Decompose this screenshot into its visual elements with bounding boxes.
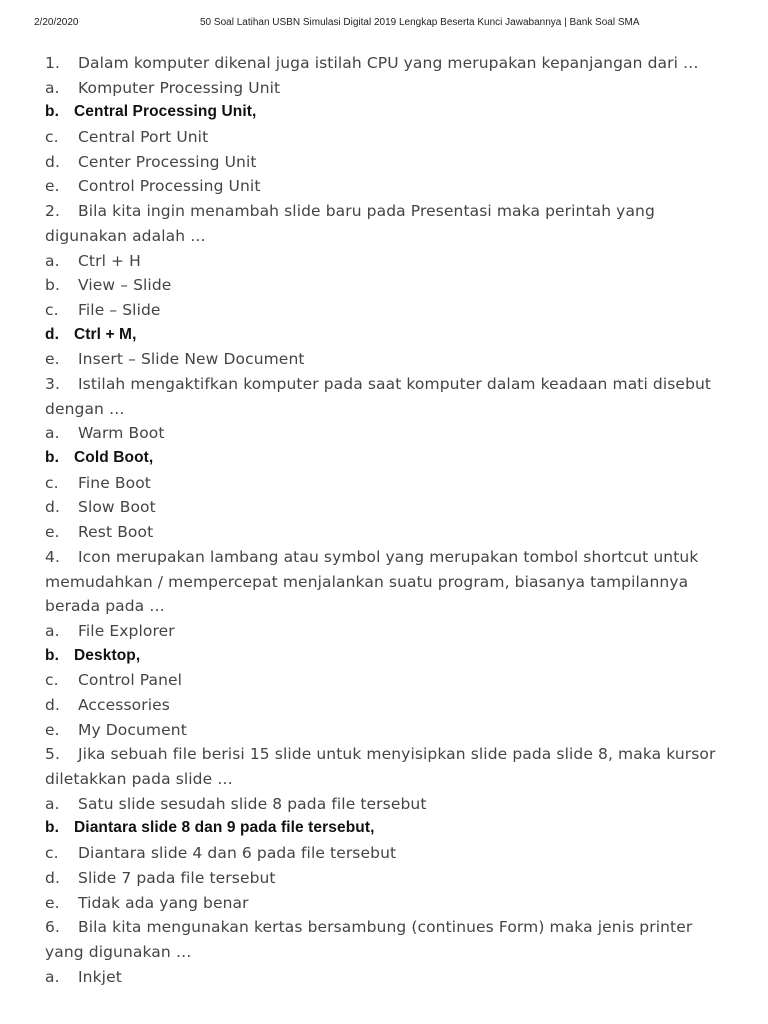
option-5e — [45, 891, 735, 916]
option-text: Slow Boot — [78, 498, 156, 517]
question-number: 4. — [45, 547, 60, 566]
question-number: 1. — [45, 54, 60, 72]
option-text: Rest Boot — [78, 523, 154, 542]
option-5a — [45, 792, 735, 817]
option-letter: a. — [45, 794, 60, 813]
option-1e — [45, 174, 735, 199]
option-text: Warm Boot — [78, 424, 165, 443]
page-title: 50 Soal Latihan USBN Simulasi Digital 2019 Lengkap Beserta Kunci Jawabannya | Bank Soal SMA — [200, 17, 640, 28]
question-text: Dalam komputer dikenal juga istilah CPU yang merupakan kepanjangan dari … — [78, 54, 699, 72]
question-text: Bila kita ingin menambah slide baru pada Presentasi maka perintah yang digunakan adalah … — [45, 202, 655, 245]
page-header — [34, 17, 748, 31]
question-text: Icon merupakan lambang atau symbol yang merupakan tombol shortcut untuk memudahkan / mempercepat menjalankan suatu program, biasanya tampilannya berada pada … — [45, 547, 699, 616]
question-1 — [45, 51, 735, 76]
option-1c — [45, 125, 735, 150]
option-letter: d. — [45, 152, 60, 171]
option-3a — [45, 421, 735, 446]
option-letter: a. — [45, 967, 60, 986]
option-letter: c. — [45, 128, 59, 147]
option-letter: e. — [45, 893, 60, 912]
option-4b-answer — [45, 644, 735, 669]
option-text: Central Processing Unit, — [74, 103, 257, 121]
option-text: Desktop, — [74, 646, 141, 664]
option-text: Ctrl + H — [78, 251, 141, 270]
option-letter: b. — [45, 276, 60, 295]
option-2e — [45, 347, 735, 372]
option-text: Tidak ada yang benar — [78, 893, 249, 912]
option-5d — [45, 866, 735, 891]
option-letter: c. — [45, 300, 59, 319]
option-letter: d. — [45, 498, 60, 517]
option-text: Cold Boot, — [74, 449, 154, 467]
option-letter: c. — [45, 671, 59, 690]
question-4 — [45, 545, 735, 619]
option-text: Central Port Unit — [78, 128, 209, 147]
option-letter: c. — [45, 844, 59, 863]
question-text: Jika sebuah file berisi 15 slide untuk menyisipkan slide pada slide 8, maka kursor diletakkan pada slide … — [45, 745, 716, 789]
option-text: Control Panel — [78, 671, 183, 690]
option-text: File – Slide — [78, 300, 161, 319]
option-letter: d. — [45, 868, 60, 887]
option-letter: d. — [45, 325, 59, 343]
option-4a — [45, 619, 735, 644]
option-letter: b. — [45, 449, 59, 467]
option-letter: d. — [45, 695, 60, 714]
option-2a — [45, 249, 735, 274]
question-number: 5. — [45, 745, 60, 764]
option-letter: a. — [45, 251, 60, 270]
option-letter: a. — [45, 78, 60, 97]
option-text: Center Processing Unit — [78, 152, 257, 171]
option-3e — [45, 520, 735, 545]
option-3b-answer — [45, 446, 735, 471]
option-letter: e. — [45, 177, 60, 196]
option-letter: e. — [45, 720, 60, 739]
option-3d — [45, 495, 735, 520]
option-text: Ctrl + M, — [74, 325, 137, 343]
option-text: Diantara slide 4 dan 6 pada file tersebut — [78, 844, 397, 863]
option-4c — [45, 668, 735, 693]
question-6 — [45, 915, 735, 964]
option-1b-answer — [45, 100, 735, 125]
option-2d-answer — [45, 323, 735, 348]
option-text: Control Processing Unit — [78, 177, 261, 196]
question-text: Istilah mengaktifkan komputer pada saat komputer dalam keadaan mati disebut dengan … — [45, 374, 712, 418]
option-5c — [45, 841, 735, 866]
option-text: Slide 7 pada file tersebut — [78, 868, 276, 887]
option-text: My Document — [78, 720, 187, 739]
option-2b — [45, 273, 735, 298]
option-6a — [45, 965, 735, 990]
option-1d — [45, 150, 735, 175]
option-2c — [45, 298, 735, 323]
option-text: Komputer Processing Unit — [78, 78, 281, 97]
option-letter: a. — [45, 424, 60, 443]
question-3 — [45, 372, 735, 421]
option-letter: b. — [45, 103, 59, 121]
option-letter: b. — [45, 819, 59, 837]
option-1a — [45, 76, 735, 101]
option-text: Diantara slide 8 dan 9 pada file tersebut, — [74, 819, 375, 837]
option-letter: e. — [45, 523, 60, 542]
question-list — [45, 51, 735, 989]
print-date: 2/20/2020 — [34, 17, 79, 28]
option-letter: b. — [45, 646, 59, 664]
option-text: View – Slide — [78, 276, 172, 295]
option-text: Accessories — [78, 695, 170, 714]
option-letter: e. — [45, 350, 60, 369]
option-text: Inkjet — [78, 967, 122, 986]
question-text: Bila kita mengunakan kertas bersambung (continues Form) maka jenis printer yang digunakan … — [45, 918, 693, 961]
option-text: File Explorer — [78, 621, 175, 640]
question-number: 6. — [45, 918, 60, 937]
option-text: Insert – Slide New Document — [78, 350, 305, 369]
question-2 — [45, 199, 735, 248]
option-3c — [45, 471, 735, 496]
option-text: Fine Boot — [78, 473, 151, 492]
question-number: 2. — [45, 202, 60, 221]
option-5b-answer — [45, 816, 735, 841]
option-letter: a. — [45, 621, 60, 640]
option-letter: c. — [45, 473, 59, 492]
option-text: Satu slide sesudah slide 8 pada file tersebut — [78, 794, 427, 813]
question-5 — [45, 742, 735, 791]
option-4d — [45, 693, 735, 718]
question-number: 3. — [45, 374, 60, 393]
option-4e — [45, 718, 735, 743]
